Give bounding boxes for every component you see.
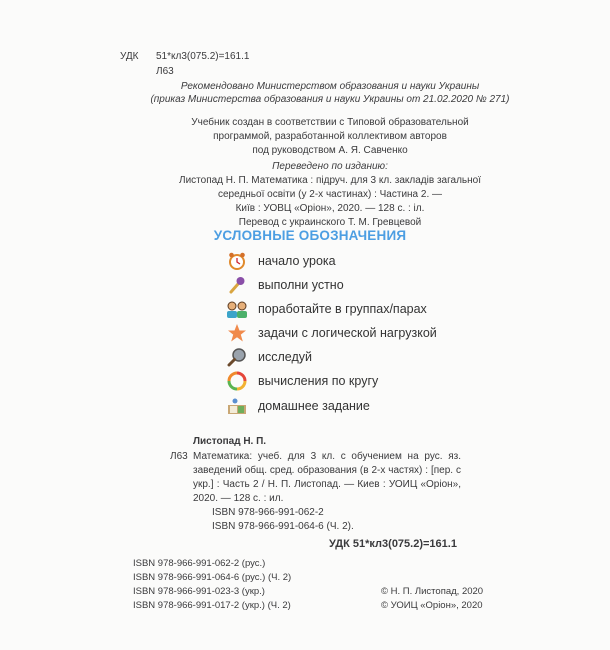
group-icon: [226, 298, 248, 320]
copyright-line: © Н. П. Листопад, 2020: [381, 586, 484, 597]
legend-label: исследуй: [258, 350, 312, 364]
legend-item: [226, 298, 427, 320]
legend-label: начало урока: [258, 254, 336, 268]
bbk-code: Л63: [156, 66, 174, 77]
legend-item: [226, 322, 437, 344]
catalog-isbn: ISBN 978-966-991-064-6 (Ч. 2).: [212, 521, 354, 532]
alarm-clock-icon: [226, 250, 248, 272]
program-note-line: Учебник создан в соответствии с Типовой образовательной: [191, 117, 469, 128]
catalog-author: Листопад Н. П.: [193, 436, 267, 447]
translation-line: Перевод с украинского Т. М. Гревцевой: [238, 217, 422, 228]
translation-line: Листопад Н. П. Математика : підруч. для 3 кл. закладів загальної: [179, 175, 481, 186]
legend-item: [226, 346, 312, 368]
legend-title: УСЛОВНЫЕ ОБОЗНАЧЕНИЯ: [213, 228, 407, 243]
program-note-line: программой, разработанной коллективом авторов: [213, 131, 447, 142]
microphone-icon: [226, 274, 248, 296]
catalog-udk: УДК 51*кл3(075.2)=161.1: [329, 538, 457, 550]
translation-line: Київ : УОВЦ «Оріон», 2020. — 128 с. : іл.: [235, 203, 425, 214]
catalog-description: Математика: учеб. для 3 кл. с обучением на рус. яз. заведений общ. сред. образования (в 2-х частях) : [пер. с укр.] : Часть 2 / Н. П. Листопад. — Киев : УОИЦ «Оріон», 2020. — 128 с. : ил.: [193, 451, 461, 504]
catalog-isbn: ISBN 978-966-991-062-2: [212, 507, 324, 518]
legend-label: домашнее задание: [258, 399, 370, 413]
legend-label: поработайте в группах/парах: [258, 302, 427, 316]
copyright-line: © УОИЦ «Оріон», 2020: [381, 600, 483, 611]
translation-line: середньої освіти (у 2-х частинах) : Частина 2. —: [217, 189, 443, 200]
udk-label: УДК: [120, 51, 139, 62]
udk-code: 51*кл3(075.2)=161.1: [156, 51, 250, 62]
program-note-line: под руководством А. Я. Савченко: [252, 145, 408, 156]
legend-item: [226, 274, 344, 296]
legend-item: [226, 370, 378, 392]
legend-label: выполни устно: [258, 278, 344, 292]
legend-item: [226, 250, 336, 272]
homework-icon: [226, 395, 248, 417]
isbn-line: ISBN 978-966-991-062-2 (рус.): [133, 558, 266, 569]
legend-label: задачи с логической нагрузкой: [258, 326, 437, 340]
circle-icon: [226, 370, 248, 392]
recommendation-line: (приказ Министерства образования и науки Украины от 21.02.2020 № 271): [150, 94, 510, 105]
isbn-line: ISBN 978-966-991-064-6 (рус.) (Ч. 2): [133, 572, 292, 583]
star-icon: [226, 322, 248, 344]
legend-item: [226, 395, 370, 417]
catalog-code: Л63: [170, 451, 188, 462]
legend-label: вычисления по кругу: [258, 374, 379, 388]
translation-intro: Переведено по изданию:: [272, 161, 388, 172]
isbn-line: ISBN 978-966-991-023-3 (укр.): [133, 586, 265, 597]
magnifier-icon: [226, 346, 248, 368]
recommendation-line: Рекомендовано Министерством образования и науки Украины: [180, 81, 480, 92]
isbn-line: ISBN 978-966-991-017-2 (укр.) (Ч. 2): [133, 600, 291, 611]
